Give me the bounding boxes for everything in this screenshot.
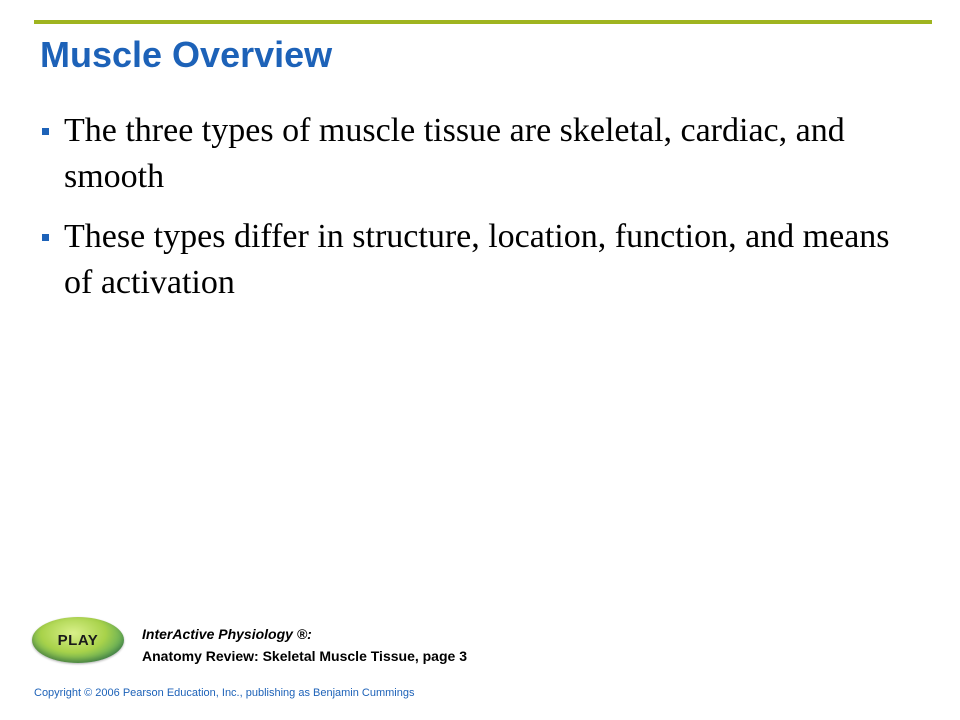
bullet-item bbox=[40, 214, 900, 306]
bullet-text: These types differ in structure, location, function, and means of activation bbox=[64, 218, 890, 301]
slide-title: Muscle Overview bbox=[40, 34, 333, 75]
bullet-text: The three types of muscle tissue are skeletal, cardiac, and smooth bbox=[64, 112, 845, 195]
media-title: InterActive Physiology ®: bbox=[142, 626, 312, 642]
bullet-item bbox=[40, 108, 900, 200]
top-divider bbox=[34, 20, 932, 24]
square-bullet-icon bbox=[42, 128, 49, 135]
media-subtitle: Anatomy Review: Skeletal Muscle Tissue, page 3 bbox=[142, 648, 467, 664]
play-button-label: PLAY bbox=[57, 631, 99, 649]
square-bullet-icon bbox=[42, 234, 49, 241]
copyright-notice: Copyright © 2006 Pearson Education, Inc., publishing as Benjamin Cummings bbox=[34, 687, 415, 699]
bullet-list bbox=[40, 108, 900, 320]
play-button[interactable] bbox=[32, 617, 124, 663]
